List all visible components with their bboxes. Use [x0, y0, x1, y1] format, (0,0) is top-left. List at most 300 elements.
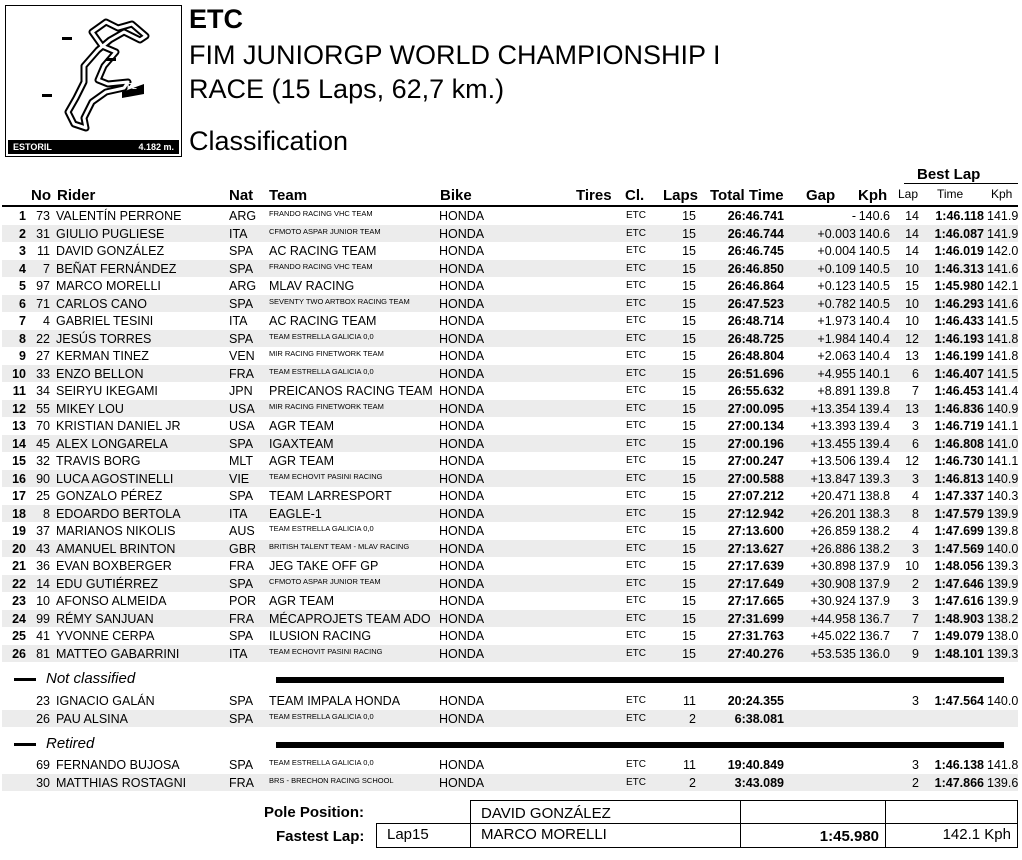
average-speed: 138.8: [858, 489, 890, 503]
gap: +45.022: [810, 629, 856, 643]
best-lap-speed: 138.2: [987, 611, 1019, 626]
rider-number: 32: [36, 454, 50, 468]
rider-nationality: ITA: [229, 226, 248, 241]
class: ETC: [626, 402, 646, 414]
total-time: 26:46.741: [727, 209, 784, 223]
rider-position: 11: [12, 384, 26, 398]
rider-name: EVAN BOXBERGER: [56, 559, 172, 573]
rider-nationality: VIE: [229, 471, 250, 486]
table-row: [2, 277, 1018, 295]
total-time: 26:48.804: [727, 349, 784, 363]
total-time: 27:40.276: [727, 646, 784, 661]
rider-position: 13: [12, 419, 26, 433]
best-lap-speed: 141.6: [987, 296, 1019, 311]
rider-name: KRISTIAN DANIEL JR: [56, 419, 181, 433]
total-time: 27:00.247: [727, 454, 784, 468]
best-lap-number: 10: [905, 261, 919, 276]
average-speed: 140.5: [858, 296, 890, 311]
best-lap-time: 1:46.019: [934, 244, 984, 258]
rider-nationality: SPA: [229, 296, 254, 311]
class: ETC: [626, 595, 646, 606]
best-lap-number: 7: [912, 611, 919, 626]
bike-make: HONDA: [439, 775, 485, 790]
bike-make: HONDA: [439, 559, 485, 573]
gap: +53.535: [810, 646, 856, 661]
total-time: 27:00.134: [727, 419, 784, 433]
best-lap-number: 10: [905, 314, 919, 328]
rider-number: 90: [36, 471, 50, 486]
rider-name: ALEX LONGARELA: [56, 436, 168, 451]
class: ETC: [626, 245, 646, 256]
rider-number: 36: [36, 559, 50, 573]
best-lap-speed: 141.8: [987, 331, 1019, 346]
rider-number: 73: [36, 209, 50, 223]
rider-number: 37: [36, 524, 50, 538]
best-lap-speed: 139.8: [987, 524, 1019, 538]
rider-position: 21: [12, 559, 26, 573]
track-name: ESTORIL: [13, 142, 52, 152]
table-row: [2, 400, 1018, 418]
class: ETC: [626, 525, 646, 536]
best-lap-time: 1:46.453: [934, 384, 984, 398]
section-bar: [276, 742, 1004, 748]
gap: +13.455: [810, 436, 856, 451]
rider-number: 70: [36, 419, 50, 433]
best-lap-time: 1:46.730: [934, 454, 984, 468]
rider-position: 15: [12, 454, 26, 468]
class: ETC: [626, 712, 646, 724]
total-time: 6:38.081: [734, 711, 784, 726]
best-lap-speed: 138.0: [987, 629, 1019, 643]
gap: +0.782: [817, 296, 856, 311]
table-row: [2, 452, 1018, 470]
class: ETC: [626, 577, 646, 589]
team-name: AGR TEAM: [269, 419, 335, 433]
best-lap-time: 1:48.903: [934, 611, 984, 626]
total-time: 26:46.745: [727, 244, 784, 258]
best-lap-speed: 139.9: [987, 576, 1019, 591]
best-lap-speed: 139.3: [987, 646, 1019, 661]
team-name: JEG TAKE OFF GP: [269, 559, 379, 573]
team-name: SEVENTY TWO ARTBOX RACING TEAM: [269, 296, 410, 306]
best-lap-speed: 141.4: [987, 384, 1019, 398]
rider-nationality: SPA: [229, 244, 254, 258]
average-speed: 139.4: [858, 454, 890, 468]
bike-make: HONDA: [439, 471, 485, 486]
bike-make: HONDA: [439, 506, 485, 521]
best-lap-number: 9: [912, 646, 919, 661]
col-no: No: [31, 187, 51, 204]
best-lap-header: Best Lap: [917, 166, 981, 183]
rider-position: 22: [12, 576, 26, 591]
best-lap-time: 1:46.193: [934, 331, 984, 346]
best-lap-time: 1:47.866: [934, 775, 984, 790]
best-lap-speed: 141.1: [987, 454, 1019, 468]
bike-make: HONDA: [439, 711, 485, 726]
col-nat: Nat: [229, 187, 254, 204]
gap: +30.898: [810, 559, 856, 573]
best-lap-speed: 142.1: [987, 279, 1019, 293]
bike-make: HONDA: [439, 436, 485, 451]
average-speed: 140.4: [858, 314, 890, 328]
rider-name: CARLOS CANO: [56, 296, 147, 311]
rider-position: 10: [12, 366, 26, 381]
rider-position: 20: [12, 541, 26, 556]
team-name: TEAM IMPALA HONDA: [269, 694, 401, 708]
table-row: [2, 382, 1018, 400]
rider-position: 18: [12, 506, 26, 521]
best-lap-speed: 141.5: [987, 314, 1019, 328]
not-classified-heading: [14, 670, 135, 687]
total-time: 27:13.627: [727, 541, 784, 556]
best-lap-time: 1:47.616: [934, 594, 984, 608]
team-name: EAGLE-1: [269, 506, 322, 521]
total-time: 27:17.649: [727, 576, 784, 591]
total-time: 20:24.355: [727, 694, 784, 708]
col-tires: Tires: [576, 187, 612, 204]
average-speed: 140.1: [858, 366, 890, 381]
team-name: MIR RACING FINETWORK TEAM: [269, 349, 384, 358]
average-speed: 139.4: [858, 419, 890, 433]
laps-completed: 15: [682, 489, 696, 503]
best-lap-number: 3: [912, 541, 919, 556]
rider-name: MIKEY LOU: [56, 401, 124, 416]
rider-number: 27: [36, 349, 50, 363]
average-speed: 139.8: [858, 384, 890, 398]
table-row: [2, 505, 1018, 523]
bike-make: HONDA: [439, 454, 485, 468]
team-name: MLAV RACING: [269, 279, 355, 293]
gap: +8.891: [817, 384, 856, 398]
fastest-lap-number: Lap15: [376, 823, 471, 848]
rider-position: 3: [19, 244, 26, 258]
fastest-lap-time: 1:45.980: [740, 823, 886, 848]
team-name: MÉCAPROJETS TEAM ADO: [269, 611, 431, 626]
rider-name: AFONSO ALMEIDA: [56, 594, 167, 608]
circuit-logo: [5, 5, 182, 157]
rider-name: KERMAN TINEZ: [56, 349, 149, 363]
rider-position: 2: [19, 226, 26, 241]
rider-number: 11: [37, 244, 50, 258]
rider-name: GONZALO PÉREZ: [56, 489, 163, 503]
total-time: 27:12.942: [727, 506, 784, 521]
best-lap-speed: 141.8: [987, 758, 1019, 772]
best-lap-time: 1:47.699: [934, 524, 984, 538]
rider-name: AMANUEL BRINTON: [56, 541, 176, 556]
team-name: CFMOTO ASPAR JUNIOR TEAM: [269, 226, 381, 236]
laps-completed: 15: [682, 244, 696, 258]
total-time: 26:46.744: [727, 226, 784, 241]
track-info-bar: [8, 140, 179, 154]
rider-nationality: FRA: [229, 775, 254, 790]
rider-name: MATTEO GABARRINI: [56, 646, 180, 661]
rider-nationality: SPA: [229, 758, 254, 772]
class: ETC: [626, 507, 646, 519]
best-lap-number: 14: [905, 244, 919, 258]
best-lap-number: 4: [912, 524, 919, 538]
best-lap-time: 1:46.199: [934, 349, 984, 363]
rider-name: VALENTÍN PERRONE: [56, 209, 182, 223]
laps-completed: 15: [682, 541, 696, 556]
best-lap-time: 1:46.118: [935, 209, 984, 223]
best-lap-time: 1:46.138: [934, 758, 984, 772]
rider-number: 43: [36, 541, 50, 556]
total-time: 27:07.212: [727, 489, 784, 503]
average-speed: 139.3: [858, 471, 890, 486]
best-lap-speed: 140.9: [987, 471, 1019, 486]
team-name: TEAM ECHOVIT PASINI RACING: [269, 471, 383, 481]
laps-completed: 15: [682, 261, 696, 276]
summary-panel: [0, 797, 1022, 857]
col-best-kph: Kph: [991, 187, 1013, 201]
bike-make: HONDA: [439, 226, 485, 241]
retired-label: Retired: [46, 735, 95, 752]
best-lap-time: 1:46.087: [934, 226, 984, 241]
bike-make: HONDA: [439, 244, 485, 258]
best-lap-number: 15: [905, 279, 919, 293]
best-lap-time: 1:46.719: [934, 419, 984, 433]
bike-make: HONDA: [439, 524, 485, 538]
average-speed: 140.5: [858, 244, 890, 258]
best-lap-time: 1:49.079: [934, 629, 984, 643]
table-row: [2, 522, 1018, 540]
best-lap-speed: 141.8: [987, 349, 1019, 363]
track-map-icon: [6, 6, 183, 142]
rider-nationality: VEN: [229, 349, 255, 363]
rider-number: 71: [36, 296, 50, 311]
laps-completed: 15: [682, 436, 696, 451]
rider-name: LUCA AGOSTINELLI: [56, 471, 174, 486]
class: ETC: [626, 297, 646, 309]
rider-number: 55: [36, 401, 50, 416]
class: ETC: [626, 227, 646, 239]
class: ETC: [626, 455, 646, 466]
laps-completed: 15: [682, 611, 696, 626]
gap: -: [851, 209, 856, 223]
class: ETC: [626, 542, 646, 554]
table-row: [2, 365, 1018, 383]
table-row: [2, 627, 1018, 645]
section-bar: [276, 677, 1004, 683]
pole-label: Pole Position:: [264, 804, 365, 821]
laps-completed: 15: [682, 454, 696, 468]
rider-position: 4: [19, 261, 26, 276]
average-speed: 140.4: [858, 331, 890, 346]
gap: +26.859: [810, 524, 856, 538]
class: ETC: [626, 776, 646, 788]
best-lap-number: 7: [912, 384, 919, 398]
best-lap-time: 1:46.813: [934, 471, 984, 486]
best-lap-speed: 139.9: [987, 506, 1019, 521]
col-team: Team: [269, 187, 308, 204]
rider-nationality: SPA: [229, 711, 254, 726]
best-lap-number: 14: [905, 226, 919, 241]
rider-number: 45: [36, 436, 50, 451]
track-marker-label: FL: [127, 82, 137, 91]
best-lap-number: 13: [905, 349, 919, 363]
gap: +30.908: [810, 576, 856, 591]
col-bike: Bike: [440, 187, 472, 204]
table-row: [2, 610, 1018, 628]
laps-completed: 15: [682, 471, 696, 486]
class: ETC: [626, 332, 646, 344]
average-speed: 139.4: [858, 401, 890, 416]
table-row: [2, 557, 1018, 575]
total-time: 27:31.763: [727, 629, 784, 643]
bike-make: HONDA: [439, 611, 485, 626]
rider-nationality: GBR: [229, 541, 257, 556]
best-lap-number: 7: [912, 629, 919, 643]
class: ETC: [626, 759, 646, 770]
gap: +0.109: [817, 261, 856, 276]
best-lap-number: 12: [905, 454, 919, 468]
rider-nationality: ARG: [229, 209, 257, 223]
rider-position: 19: [12, 524, 26, 538]
pole-empty-cell: [885, 800, 1018, 824]
best-lap-time: 1:47.579: [934, 506, 984, 521]
team-name: TEAM ESTRELLA GALICIA 0,0: [269, 758, 374, 767]
rider-nationality: SPA: [229, 576, 254, 591]
rider-number: 23: [36, 694, 50, 708]
col-total-time: Total Time: [710, 187, 784, 204]
rider-position: 17: [12, 489, 26, 503]
rider-nationality: FRA: [229, 366, 254, 381]
rider-number: 14: [36, 576, 50, 591]
rider-name: IGNACIO GALÁN: [56, 694, 155, 708]
rider-position: 6: [19, 296, 26, 311]
best-lap-speed: 139.9: [987, 594, 1019, 608]
best-lap-number: 6: [912, 366, 919, 381]
best-lap-time: 1:47.569: [934, 541, 984, 556]
best-lap-time: 1:46.407: [934, 366, 984, 381]
rider-position: 7: [19, 314, 26, 328]
team-name: IGAXTEAM: [269, 436, 334, 451]
table-row: [2, 312, 1018, 330]
rider-nationality: ITA: [229, 506, 248, 521]
laps-completed: 15: [682, 419, 696, 433]
rider-nationality: ITA: [229, 646, 248, 661]
table-row: [2, 470, 1018, 488]
table-row: [2, 774, 1018, 792]
best-lap-time: 1:46.433: [934, 314, 984, 328]
rider-number: 10: [36, 594, 50, 608]
best-lap-speed: 142.0: [987, 244, 1019, 258]
col-class: Cl.: [625, 187, 645, 204]
fastest-lap-speed: 142.1 Kph: [885, 823, 1018, 848]
rider-number: 7: [43, 261, 50, 276]
bike-make: HONDA: [439, 758, 485, 772]
col-best-time: Time: [937, 187, 964, 201]
rider-number: 22: [36, 331, 50, 346]
team-name: MIR RACING FINETWORK TEAM: [269, 401, 384, 411]
average-speed: 140.4: [858, 349, 890, 363]
best-lap-time: 1:46.313: [934, 261, 984, 276]
total-time: 26:48.714: [727, 314, 784, 328]
rider-position: 23: [12, 594, 26, 608]
rider-name: RÉMY SANJUAN: [56, 611, 154, 626]
class: ETC: [626, 560, 646, 571]
total-time: 27:00.095: [727, 401, 784, 416]
team-name: AC RACING TEAM: [269, 244, 377, 258]
table-row: [2, 347, 1018, 365]
rider-number: 30: [36, 775, 50, 790]
rider-nationality: MLT: [229, 454, 254, 468]
total-time: 3:43.089: [734, 775, 784, 790]
bike-make: HONDA: [439, 384, 485, 398]
gap: +20.471: [810, 489, 856, 503]
average-speed: 138.2: [858, 524, 890, 538]
total-time: 27:00.196: [727, 436, 784, 451]
table-row: [2, 242, 1018, 260]
class: ETC: [626, 695, 646, 706]
col-rider: Rider: [57, 187, 96, 204]
rider-nationality: JPN: [229, 384, 253, 398]
not-classified-label: Not classified: [46, 670, 136, 687]
rider-number: 81: [36, 646, 50, 661]
retired-heading: [14, 735, 94, 752]
best-lap-divider: [904, 183, 1018, 184]
laps-completed: 15: [682, 576, 696, 591]
laps-completed: 2: [689, 711, 696, 726]
best-lap-speed: 140.0: [987, 541, 1019, 556]
gap: +26.886: [810, 541, 856, 556]
laps-completed: 11: [683, 758, 696, 772]
best-lap-number: 10: [905, 296, 919, 311]
average-speed: 137.9: [858, 576, 890, 591]
bike-make: HONDA: [439, 594, 485, 608]
gap: +1.973: [817, 314, 856, 328]
rider-position: 14: [12, 436, 26, 451]
average-speed: 140.5: [858, 279, 890, 293]
rider-nationality: SPA: [229, 489, 254, 503]
rider-name: TRAVIS BORG: [56, 454, 141, 468]
table-row: [2, 487, 1018, 505]
rider-position: 1: [19, 209, 26, 223]
track-length: 4.182 m.: [138, 142, 174, 152]
class: ETC: [626, 315, 646, 326]
bike-make: HONDA: [439, 261, 485, 276]
class: ETC: [626, 472, 646, 484]
gap: +1.984: [817, 331, 856, 346]
bike-make: HONDA: [439, 694, 485, 708]
team-name: AGR TEAM: [269, 454, 335, 468]
section-marker: [14, 743, 36, 746]
rider-nationality: SPA: [229, 331, 254, 346]
team-name: BRITISH TALENT TEAM - MLAV RACING: [269, 541, 410, 551]
average-speed: 136.7: [858, 629, 890, 643]
total-time: 26:46.850: [727, 261, 784, 276]
laps-completed: 15: [682, 296, 696, 311]
table-row: [2, 225, 1018, 243]
total-time: 26:48.725: [727, 331, 784, 346]
rider-name: MATTHIAS ROSTAGNI: [56, 775, 187, 790]
best-lap-number: 3: [912, 419, 919, 433]
rider-position: 16: [12, 471, 26, 486]
gap: +2.063: [817, 349, 856, 363]
average-speed: 137.9: [858, 559, 890, 573]
rider-name: JESÚS TORRES: [56, 331, 152, 346]
best-lap-number: 14: [905, 209, 919, 223]
bike-make: HONDA: [439, 629, 485, 643]
best-lap-number: 3: [912, 758, 919, 772]
best-lap-speed: 141.5: [987, 366, 1019, 381]
laps-completed: 15: [682, 401, 696, 416]
team-name: PREICANOS RACING TEAM: [269, 384, 433, 398]
rider-name: ENZO BELLON: [56, 366, 144, 381]
total-time: 27:31.699: [727, 611, 784, 626]
bike-make: HONDA: [439, 279, 485, 293]
best-lap-time: 1:46.836: [934, 401, 984, 416]
